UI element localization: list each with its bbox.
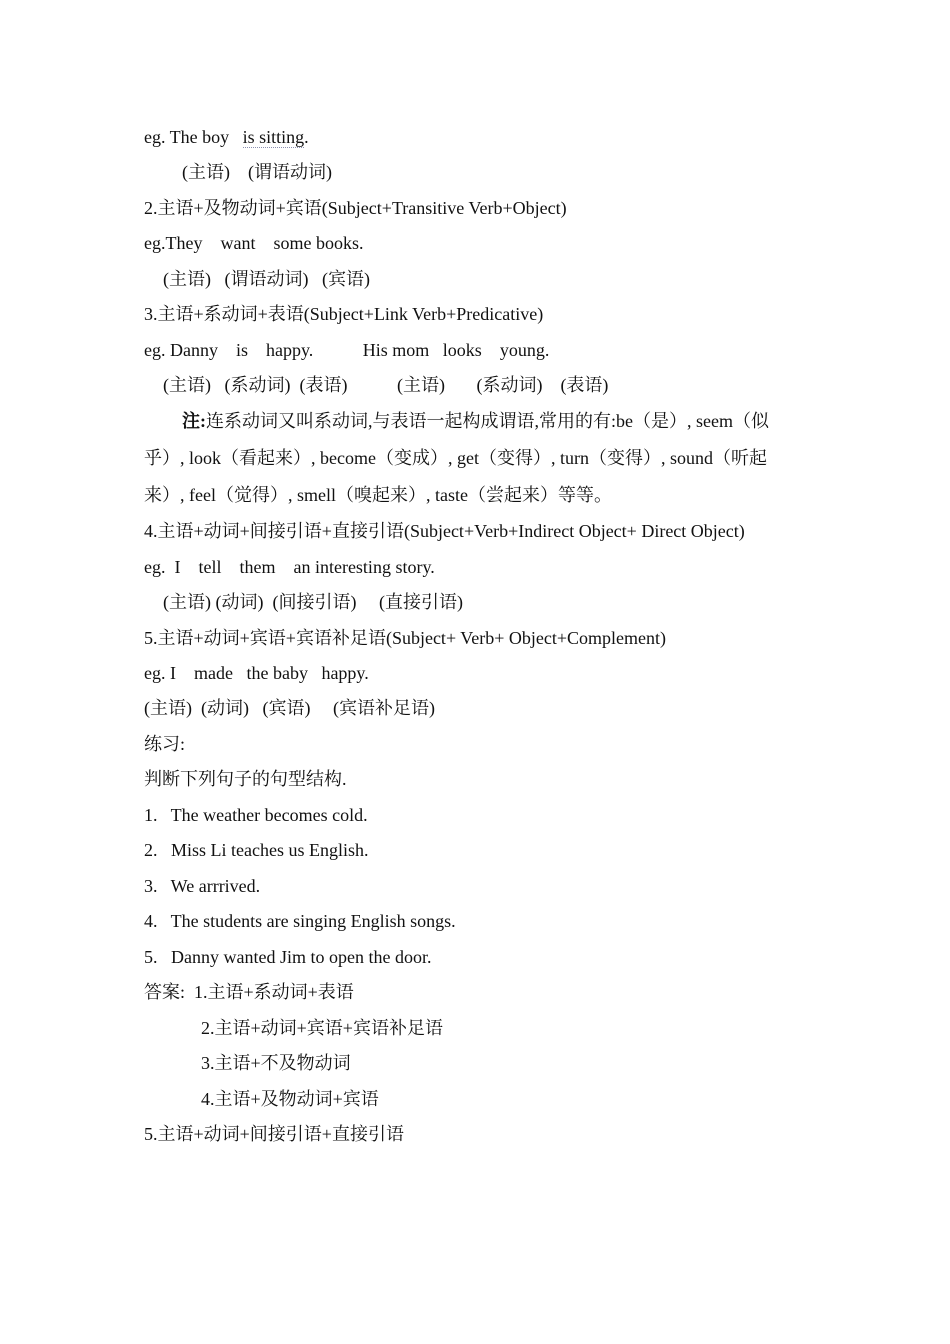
example-text-underlined: is sitting xyxy=(242,127,305,147)
note-line-1 xyxy=(182,410,769,432)
answer-line-4: 4.主语+及物动词+宾语 xyxy=(201,1089,379,1109)
example-labels-5: (主语) (动词) (宾语) (宾语补足语) xyxy=(144,698,435,718)
exercise-item-5: 5. Danny wanted Jim to open the door. xyxy=(144,947,432,967)
pattern-heading-2: 2.主语+及物动词+宾语(Subject+Transitive Verb+Object) xyxy=(144,198,567,218)
example-sentence-1 xyxy=(144,126,309,148)
pattern-heading-5: 5.主语+动词+宾语+宾语补足语(Subject+ Verb+ Object+Complement) xyxy=(144,628,667,648)
example-text: eg. The boy xyxy=(144,127,243,147)
answer-line-2: 2.主语+动词+宾语+宾语补足语 xyxy=(201,1018,443,1038)
exercise-item-1: 1. The weather becomes cold. xyxy=(144,805,368,825)
note-line-2: 乎）, look（看起来）, become（变成）, get（变得）, turn（变得）, sound（听起 xyxy=(144,448,767,468)
pattern-heading-3: 3.主语+系动词+表语(Subject+Link Verb+Predicative) xyxy=(144,304,544,324)
example-labels-1: (主语) (谓语动词) xyxy=(182,162,332,182)
example-labels-2: (主语) (谓语动词) (宾语) xyxy=(163,269,370,289)
exercise-item-2: 2. Miss Li teaches us English. xyxy=(144,840,369,860)
example-sentence-5: eg. I made the baby happy. xyxy=(144,663,369,683)
exercise-instruction: 判断下列句子的句型结构. xyxy=(144,769,347,789)
example-text-end: . xyxy=(304,127,309,147)
answer-line-3: 3.主语+不及物动词 xyxy=(201,1053,351,1073)
exercise-heading: 练习: xyxy=(144,734,186,754)
example-labels-3: (主语) (系动词) (表语) (主语) (系动词) (表语) xyxy=(163,375,609,395)
exercise-item-4: 4. The students are singing English songs. xyxy=(144,911,456,931)
example-sentence-3: eg. Danny is happy. His mom looks young. xyxy=(144,340,550,360)
note-line-3: 来）, feel（觉得）, smell（嗅起来）, taste（尝起来）等等。 xyxy=(144,485,612,505)
example-sentence-2: eg.They want some books. xyxy=(144,233,364,253)
note-text: 连系动词又叫系动词,与表语一起构成谓语,常用的有:be（是）, seem（似 xyxy=(206,411,769,431)
answer-line-1: 答案: 1.主语+系动词+表语 xyxy=(144,982,354,1002)
exercise-item-3: 3. We arrrived. xyxy=(144,876,261,896)
example-labels-4: (主语) (动词) (间接引语) (直接引语) xyxy=(163,592,463,612)
answer-line-5: 5.主语+动词+间接引语+直接引语 xyxy=(144,1124,404,1144)
pattern-heading-4: 4.主语+动词+间接引语+直接引语(Subject+Verb+Indirect Object+ Direct Object) xyxy=(144,521,745,541)
example-sentence-4: eg. I tell them an interesting story. xyxy=(144,557,435,577)
note-label: 注: xyxy=(182,411,206,431)
